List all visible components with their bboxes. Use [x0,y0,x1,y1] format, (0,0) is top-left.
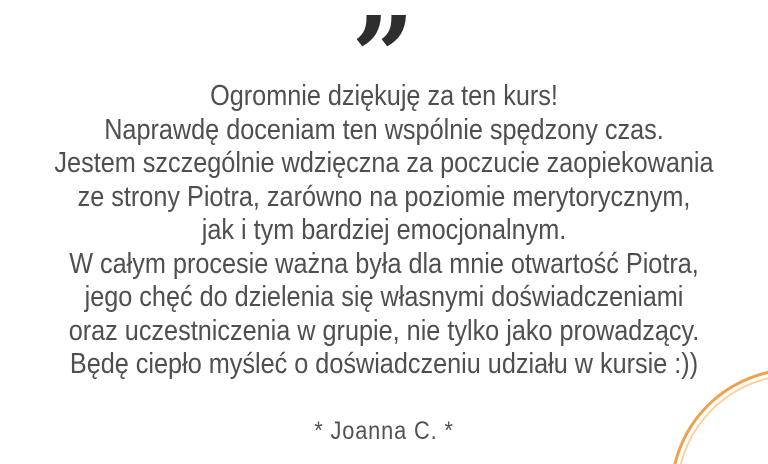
testimonial-line: Naprawdę doceniam ten wspólnie spędzony czas. [104,113,664,146]
testimonial-line: Ogromnie dziękuję za ten kurs! [210,80,558,112]
testimonial-line: W całym procesie ważna była dla mnie otwartość Piotra, [69,247,699,280]
testimonial-line: oraz uczestniczenia w grupie, nie tylko jako prowadzący. [68,314,700,347]
testimonial-line: Będę ciepło myśleć o doświadczeniu udziału w kursie :)) [69,348,699,380]
testimonial-line: jak i tym bardziej emocjonalnym. [201,214,567,246]
closing-quote-icon: ” [351,0,417,121]
testimonial-line: jego chęć do dzielenia się własnymi doświadczeniami [84,281,684,313]
attribution-text: * Joanna C. * [314,417,454,445]
testimonial-line: Jestem szczególnie wdzięczna za poczucie zaopiekowania [54,147,714,179]
testimonial-line: ze strony Piotra, zarówno na poziomie merytorycznym, [77,180,691,213]
testimonial-text [50,80,718,382]
